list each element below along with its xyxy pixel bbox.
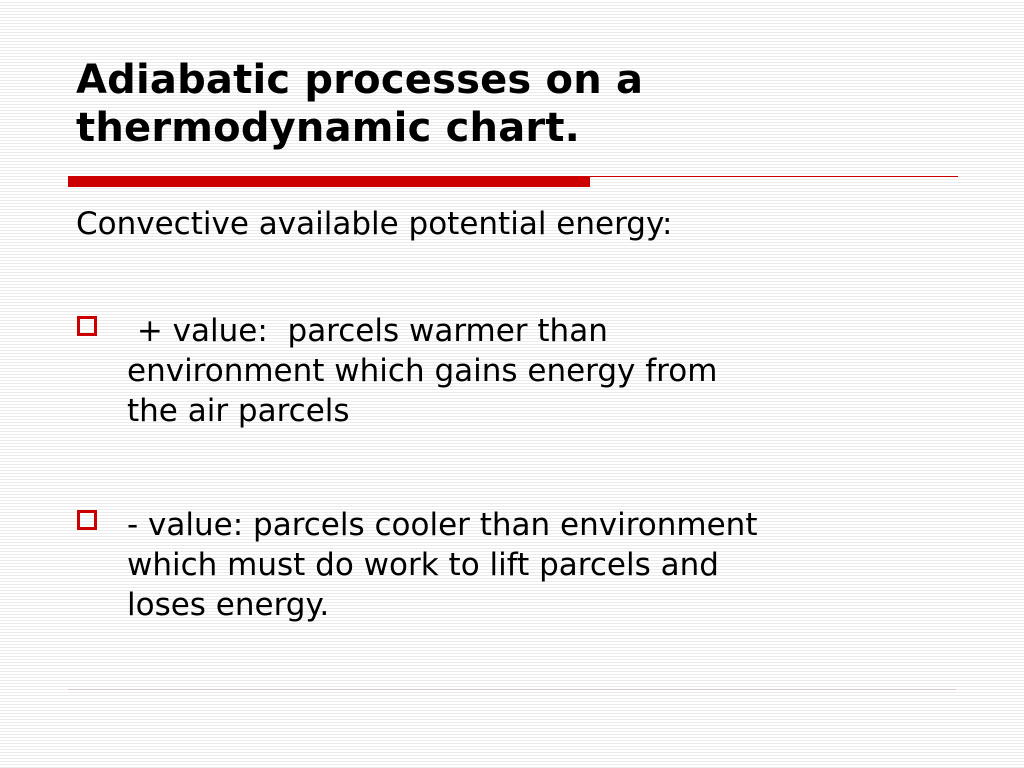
bullet-text-line: - value: parcels cooler than environment [127, 507, 758, 543]
slide-title [76, 56, 956, 152]
hollow-square-bullet-icon [77, 316, 97, 336]
title-underline-thin [590, 176, 958, 177]
hollow-square-bullet-icon [77, 510, 97, 530]
title-underline-thick [68, 176, 590, 187]
bullet-text-line: the air parcels [127, 393, 350, 429]
bullet-text-line: environment which gains energy from [127, 353, 718, 389]
bullet-text-line: + value: parcels warmer than [127, 313, 608, 349]
bullet-item [76, 505, 956, 625]
bullet-item [76, 311, 956, 431]
subtitle: Convective available potential energy: [76, 206, 673, 242]
bullet-text-line: loses energy. [127, 587, 330, 623]
bullet-list [76, 311, 956, 699]
bullet-text-line: which must do work to lift parcels and [127, 547, 719, 583]
slide-title-line: thermodynamic chart. [76, 105, 581, 151]
footer-divider [68, 689, 956, 690]
slide-title-line: Adiabatic processes on a [76, 57, 644, 103]
